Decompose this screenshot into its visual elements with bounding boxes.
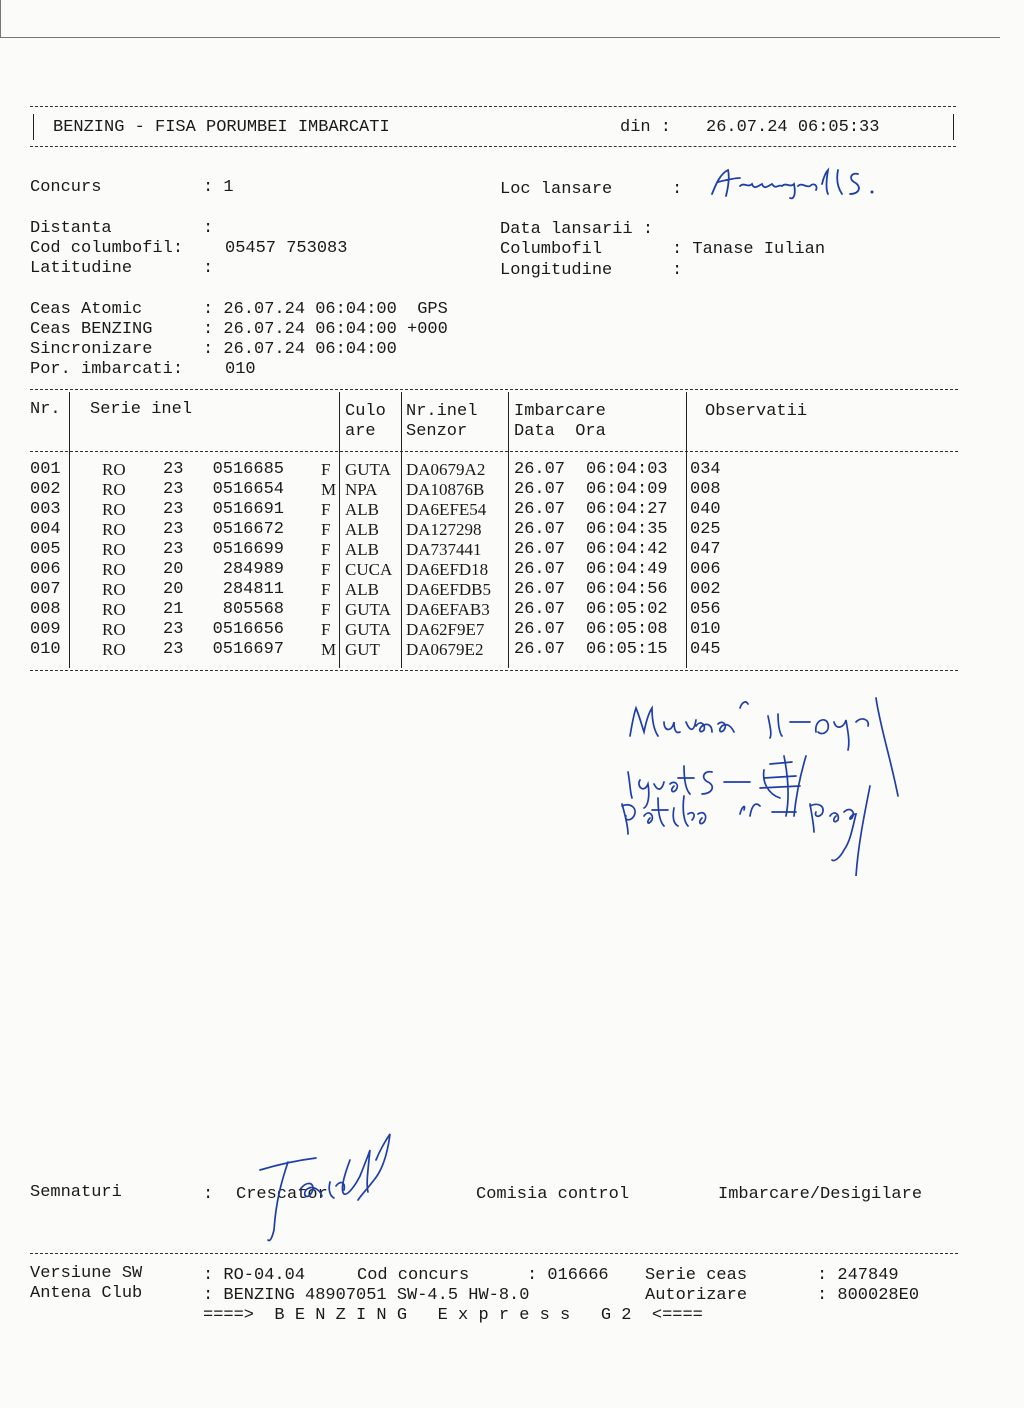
cell-sex: F (321, 620, 331, 639)
distanta-label: Distanta (30, 219, 112, 238)
latitudine-value: : (203, 259, 214, 278)
cell-nr: 006 (30, 560, 61, 579)
cell-sex: F (321, 580, 331, 599)
header-nr-inel-2: Senzor (406, 422, 468, 441)
table-row (0, 560, 1000, 580)
table-row (0, 520, 1000, 540)
cell-tara: RO (102, 480, 126, 499)
serie-ceas-label: Serie ceas (645, 1266, 748, 1285)
cell-culoare: GUTA (345, 620, 391, 639)
footer-rule (30, 1253, 958, 1254)
cell-an: 23 (163, 520, 184, 539)
cell-nr: 003 (30, 500, 61, 519)
ceas-atomic-label: Ceas Atomic (30, 300, 143, 319)
sincronizare-label: Sincronizare (30, 340, 153, 359)
comisia-control-label: Comisia control (476, 1185, 630, 1204)
cell-an: 23 (163, 460, 184, 479)
semnaturi-sep: : (203, 1185, 214, 1204)
cell-data: 26.07 (514, 500, 566, 519)
ceas-benzing-value: : 26.07.24 06:04:00 +000 (203, 320, 448, 339)
autorizare-value: : 800028E0 (817, 1286, 920, 1305)
cell-ora: 06:04:42 (586, 540, 668, 559)
serie-ceas-value: : 247849 (817, 1266, 899, 1285)
longitudine-label: Longitudine (500, 261, 613, 280)
cell-obs: 034 (690, 460, 721, 479)
cell-nr: 009 (30, 620, 61, 639)
cell-tara: RO (102, 580, 126, 599)
cell-ora: 06:05:08 (586, 620, 668, 639)
crescator-signature (240, 1120, 410, 1250)
cell-culoare: NPA (345, 480, 378, 499)
cell-nr: 007 (30, 580, 61, 599)
print-date-label: din : (620, 118, 672, 137)
table-row (0, 500, 1000, 520)
cell-culoare: ALB (345, 540, 379, 559)
print-date-value: 26.07.24 06:05:33 (706, 118, 880, 137)
table-row (0, 540, 1000, 560)
antena-club-value: : BENZING 48907051 SW-4.5 HW-8.0 (203, 1286, 530, 1305)
cell-sex: F (321, 540, 331, 559)
cell-tara: RO (102, 540, 126, 559)
header-culoare-2: are (345, 422, 376, 441)
cell-data: 26.07 (514, 540, 566, 559)
cell-ora: 06:05:15 (586, 640, 668, 659)
antena-club-label: Antena Club (30, 1284, 143, 1303)
cell-senzor: DA62F9E7 (406, 620, 485, 639)
cell-ora: 06:04:27 (586, 500, 668, 519)
concurs-label: Concurs (30, 178, 102, 197)
cell-nr: 010 (30, 640, 61, 659)
cell-nr: 001 (30, 460, 61, 479)
latitudine-label: Latitudine (30, 259, 133, 278)
header-serie-inel: Serie inel (90, 400, 193, 419)
ceas-atomic-value: : 26.07.24 06:04:00 GPS (203, 300, 448, 319)
cell-data: 26.07 (514, 640, 566, 659)
cell-senzor: DA0679E2 (406, 640, 484, 659)
cell-an: 20 (163, 580, 184, 599)
por-imbarcati-label: Por. imbarcati: (30, 360, 184, 379)
cell-tara: RO (102, 460, 126, 479)
table-row (0, 480, 1000, 500)
cod-concurs-value: : 016666 (527, 1266, 609, 1285)
cell-sex: M (321, 480, 337, 499)
cell-an: 23 (163, 480, 184, 499)
cell-tara: RO (102, 500, 126, 519)
header-imbarcare-2: Data Ora (514, 422, 606, 441)
cell-serie: 0516654 (212, 480, 284, 499)
cell-obs: 025 (690, 520, 721, 539)
cell-senzor: DA127298 (406, 520, 482, 539)
table-header-rule (30, 451, 958, 452)
cell-an: 23 (163, 620, 184, 639)
cell-data: 26.07 (514, 480, 566, 499)
cell-tara: RO (102, 640, 126, 659)
cell-nr: 004 (30, 520, 61, 539)
cell-culoare: ALB (345, 500, 379, 519)
columbofil-label: Columbofil (500, 240, 603, 259)
header-imbarcare-1: Imbarcare (514, 402, 606, 421)
sincronizare-value: : 26.07.24 06:04:00 (203, 340, 397, 359)
cell-ora: 06:04:03 (586, 460, 668, 479)
page-top-border (0, 37, 1000, 38)
cell-senzor: DA737441 (406, 540, 482, 559)
cell-an: 23 (163, 640, 184, 659)
cell-obs: 045 (690, 640, 721, 659)
crescator-label: Crescator (236, 1185, 328, 1204)
cell-data: 26.07 (514, 620, 566, 639)
header-top-rule (30, 106, 956, 107)
cell-tara: RO (102, 620, 126, 639)
cell-an: 23 (163, 500, 184, 519)
cell-serie: 0516699 (212, 540, 284, 559)
cell-ora: 06:04:56 (586, 580, 668, 599)
cell-tara: RO (102, 560, 126, 579)
table-bottom-rule (30, 670, 958, 671)
cell-data: 26.07 (514, 520, 566, 539)
cell-sex: F (321, 600, 331, 619)
cell-nr: 008 (30, 600, 61, 619)
cell-obs: 002 (690, 580, 721, 599)
autorizare-label: Autorizare (645, 1286, 748, 1305)
cell-an: 20 (163, 560, 184, 579)
table-row (0, 580, 1000, 600)
cell-nr: 002 (30, 480, 61, 499)
cell-culoare: CUCA (345, 560, 393, 579)
cell-culoare: GUTA (345, 600, 391, 619)
por-imbarcati-value: 010 (225, 360, 256, 379)
cell-serie: 0516691 (212, 500, 284, 519)
table-top-rule (30, 389, 958, 390)
ceas-benzing-label: Ceas BENZING (30, 320, 153, 339)
cell-data: 26.07 (514, 460, 566, 479)
versiune-sw-label: Versiune SW (30, 1264, 143, 1283)
semnaturi-label: Semnaturi (30, 1183, 122, 1202)
table-row (0, 460, 1000, 480)
loc-lansare-sep: : (672, 180, 683, 199)
benzing-banner: ====> B E N Z I N G E x p r e s s G 2 <==== (203, 1306, 703, 1325)
cell-obs: 040 (690, 500, 721, 519)
versiune-sw-value: : RO-04.04 (203, 1266, 306, 1285)
cell-culoare: GUT (345, 640, 380, 659)
loc-lansare-label: Loc lansare (500, 180, 613, 199)
cell-data: 26.07 (514, 560, 566, 579)
cell-data: 26.07 (514, 600, 566, 619)
header-nr: Nr. (30, 400, 61, 419)
longitudine-value: : (672, 261, 683, 280)
cell-ora: 06:04:09 (586, 480, 668, 499)
header-bottom-rule (30, 146, 956, 147)
document-title: BENZING - FISA PORUMBEI IMBARCATI (53, 118, 390, 137)
page-left-border (0, 0, 1, 38)
cell-obs: 047 (690, 540, 721, 559)
cell-sex: F (321, 500, 331, 519)
table-row (0, 600, 1000, 620)
cell-tara: RO (102, 520, 126, 539)
cell-sex: F (321, 460, 331, 479)
cell-senzor: DA6EFAB3 (406, 600, 490, 619)
cell-serie: 284811 (222, 580, 284, 599)
cell-senzor: DA10876B (406, 480, 485, 499)
header-observatii: Observatii (705, 402, 808, 421)
cell-serie: 0516672 (212, 520, 284, 539)
cell-senzor: DA6EFE54 (406, 500, 487, 519)
data-lansarii-label: Data lansarii : (500, 220, 654, 239)
header-right-edge (953, 114, 954, 140)
cell-serie: 805568 (222, 600, 284, 619)
cell-culoare: GUTA (345, 460, 391, 479)
commission-handwriting (600, 686, 960, 876)
distanta-value: : (203, 219, 214, 238)
table-row (0, 640, 1000, 660)
header-left-edge (33, 114, 34, 140)
header-culoare-1: Culo (345, 402, 386, 421)
cod-concurs-label: Cod concurs (357, 1266, 470, 1285)
concurs-value: : 1 (203, 178, 234, 197)
cell-serie: 284989 (222, 560, 284, 579)
cell-culoare: ALB (345, 580, 379, 599)
header-nr-inel-1: Nr.inel (406, 402, 478, 421)
cell-an: 23 (163, 540, 184, 559)
cell-serie: 0516697 (212, 640, 284, 659)
cell-ora: 06:04:35 (586, 520, 668, 539)
cod-columbofil-value: 05457 753083 (225, 239, 348, 258)
cell-tara: RO (102, 600, 126, 619)
cell-an: 21 (163, 600, 184, 619)
cell-sex: F (321, 560, 331, 579)
cell-senzor: DA6EFD18 (406, 560, 489, 579)
loc-lansare-handwriting (706, 164, 936, 204)
cell-obs: 008 (690, 480, 721, 499)
columbofil-value: : Tanase Iulian (672, 240, 826, 259)
cell-serie: 0516685 (212, 460, 284, 479)
cell-ora: 06:04:49 (586, 560, 668, 579)
cell-serie: 0516656 (212, 620, 284, 639)
cell-ora: 06:05:02 (586, 600, 668, 619)
cell-nr: 005 (30, 540, 61, 559)
cell-obs: 006 (690, 560, 721, 579)
cell-senzor: DA6EFDB5 (406, 580, 492, 599)
table-row (0, 620, 1000, 640)
cell-sex: M (321, 640, 337, 659)
imbarcare-desigilare-label: Imbarcare/Desigilare (718, 1185, 923, 1204)
cell-obs: 056 (690, 600, 721, 619)
cell-senzor: DA0679A2 (406, 460, 486, 479)
cod-columbofil-label: Cod columbofil: (30, 239, 184, 258)
cell-culoare: ALB (345, 520, 379, 539)
cell-sex: F (321, 520, 331, 539)
cell-obs: 010 (690, 620, 721, 639)
cell-data: 26.07 (514, 580, 566, 599)
